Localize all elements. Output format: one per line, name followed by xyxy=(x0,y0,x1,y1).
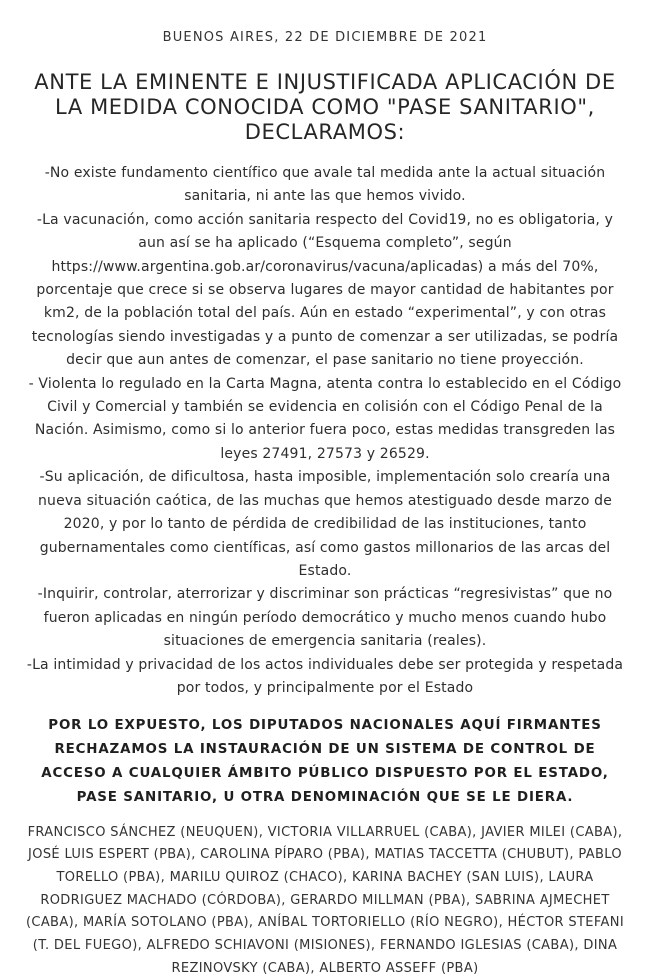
declaration-point: -La intimidad y privacidad de los actos individuales debe ser protegida y respetada por todos, y principalmente por el Estado xyxy=(26,656,624,696)
document-date: BUENOS AIRES, 22 DE DICIEMBRE DE 2021 xyxy=(162,30,488,45)
signers-list: FRANCISCO SÁNCHEZ (NEUQUEN), VICTORIA VILLARRUEL (CABA), JAVIER MILEI (CABA), JOSÉ LUIS ESPERT (PBA), CAROLINA PÍPARO (PBA), MATIAS TACCETTA (CHUBUT), PABLO TORELLO (PBA), MARILU QUIROZ (CHACO), KARINA BACHEY (SAN LUIS), LAURA RODRIGUEZ MACHADO (CÓRDOBA), GERARDO MILLMAN (PBA), SABRINA AJMECHET (CABA), MARÍA SOTOLANO (PBA), ANÍBAL TORTORIELLO (RÍO NEGRO), HÉCTOR STEFANI (T. DEL FUEGO), ALFREDO SCHIAVONI (MISIONES), FERNANDO IGLESIAS (CABA), DINA REZINOVSKY (CABA), ALBERTO ASSEFF (PBA) xyxy=(25,824,625,976)
declaration-point: - Violenta lo regulado en la Carta Magna, atenta contra lo establecido en el Código Civil y Comercial y también se evidencia en colisión con el Código Penal de la Nación. Asimismo, como si lo anterior fuera poco, estas medidas transgreden las leyes 27491, 27573 y 26529. xyxy=(28,375,622,462)
declaration-point: -La vacunación, como acción sanitaria respecto del Covid19, no es obligatoria, y aun así se ha aplicado (“Esquema completo”, según https://www.argentina.gob.ar/coronavirus/vacuna/aplicadas) a más del 70%, porcentaje que crece si se observa lugares de mayor cantidad de habitantes por km2, de la población total del país. Aún en estado “experimental”, y con otras tecnologías siendo investigadas y a punto de comenzar a ser utilizadas, se podría decir que aun antes de comenzar, el pase sanitario no tiene proyección. xyxy=(31,211,619,369)
document-title: ANTE LA EMINENTE E INJUSTIFICADA APLICACIÓN DE LA MEDIDA CONOCIDA COMO "PASE SANITARIO", DECLARAMOS: xyxy=(34,70,616,144)
declaration-point: -Inquirir, controlar, aterrorizar y discriminar son prácticas “regresivistas” que no fueron aplicadas en ningún período democrático y mucho menos cuando hubo situaciones de emergencia sanitaria (reales). xyxy=(37,586,613,650)
declaration-point: -Su aplicación, de dificultosa, hasta imposible, implementación solo crearía una nueva situación caótica, de las muchas que hemos atestiguado desde marzo de 2020, y por lo tanto de pérdida de credibilidad de las instituciones, tanto gubernamentales como científicas, así como gastos millonarios de las arcas del Estado. xyxy=(38,469,612,579)
declaration-points xyxy=(20,162,630,700)
conclusion-statement: POR LO EXPUESTO, LOS DIPUTADOS NACIONALES AQUÍ FIRMANTES RECHAZAMOS LA INSTAURACIÓN DE UN SISTEMA DE CONTROL DE ACCESO A CUALQUIER ÁMBITO PÚBLICO DISPUESTO POR EL ESTADO, PASE SANITARIO, U OTRA DENOMINACIÓN QUE SE LE DIERA. xyxy=(41,718,609,805)
declaration-point: -No existe fundamento científico que avale tal medida ante la actual situación sanitaria, ni ante las que hemos vivido. xyxy=(44,165,606,205)
